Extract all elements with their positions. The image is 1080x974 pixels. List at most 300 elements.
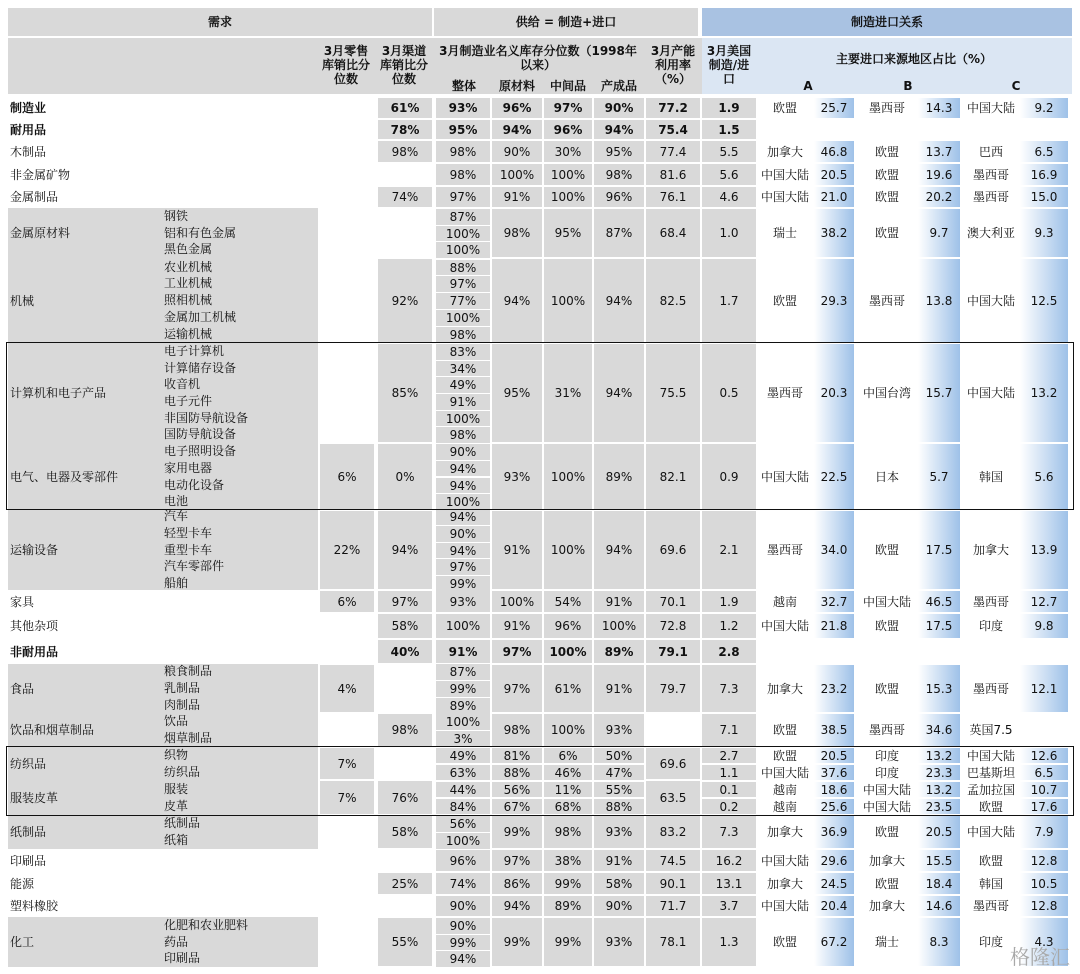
- cell-share-bp: 19.6: [925, 167, 953, 182]
- row-name: 食品: [10, 681, 35, 696]
- sub-total-value: 100%: [445, 310, 481, 325]
- cell-us: 5.5: [719, 144, 739, 159]
- cell-share-ap: 21.0: [820, 190, 848, 204]
- cell-mid: 38%: [554, 853, 582, 868]
- row-name: 金属制品: [10, 190, 59, 204]
- cell-c2: 孟加拉国: [966, 782, 1015, 797]
- cell-share-ap: 29.6: [820, 853, 848, 868]
- cell-source-b: 瑞士: [874, 935, 899, 949]
- highlight-frame-textiles: [6, 746, 1074, 816]
- cell-ap2: 20.5: [820, 748, 848, 763]
- cell-channel: 76%: [391, 790, 419, 805]
- cell-raw: 99%: [503, 935, 531, 949]
- sub-item-name: 轻型卡车: [164, 525, 213, 540]
- cell-us: 4.6: [719, 190, 739, 204]
- sub-item-name: 家用电器: [164, 460, 213, 475]
- cell-source-b: 欧盟: [874, 190, 899, 204]
- cell-mid2: 11%: [554, 782, 582, 797]
- sub-total-value: 94%: [449, 510, 477, 525]
- sub-item-name: 船舶: [164, 576, 189, 591]
- sub-item-name: 药品: [164, 934, 189, 949]
- cell-a2: 中国大陆: [760, 765, 809, 780]
- cell-channel: 74%: [391, 190, 419, 204]
- cell-raw: 98%: [503, 226, 531, 240]
- cell-us: 1.9: [718, 101, 740, 115]
- cell-raw: 97%: [502, 644, 532, 659]
- cell-mid: 97%: [553, 101, 583, 115]
- cell-share-bp: 13.7: [925, 144, 953, 159]
- sub-total-value: 49%: [449, 378, 477, 393]
- cell-source-a: 欧盟: [772, 935, 797, 949]
- cell-channel: 55%: [391, 935, 419, 949]
- cell-source-b: 欧盟: [874, 619, 899, 633]
- sub-total-value: 94%: [449, 952, 477, 967]
- cell-total: 95%: [448, 122, 478, 137]
- cell-share-cp: 13.9: [1030, 543, 1058, 557]
- cell-cap: 82.5: [659, 293, 687, 308]
- cell-b2: 中国大陆: [862, 799, 911, 814]
- cell-c2: 欧盟: [978, 799, 1003, 814]
- cell-fin2: 47%: [605, 765, 633, 780]
- cell-fin: 94%: [605, 386, 633, 400]
- sub-item-name: 粮食制品: [164, 664, 213, 679]
- cell-source-c: 韩国: [978, 876, 1003, 891]
- cell-total: 93%: [448, 101, 478, 115]
- cell-raw2: 88%: [503, 765, 531, 780]
- cell-retail: 7%: [337, 756, 357, 771]
- cell-mid: 100%: [550, 167, 586, 182]
- cell-source-c: 墨西哥: [972, 190, 1009, 204]
- sub-total-value: 91%: [449, 395, 477, 409]
- cell-source-c: 澳大利亚: [966, 226, 1015, 240]
- cell-source-b: 欧盟: [874, 543, 899, 557]
- cell-c2: 中国大陆: [966, 748, 1015, 763]
- cell-cap: 77.2: [658, 101, 688, 115]
- cell-channel: 92%: [391, 293, 419, 308]
- cell-raw: 100%: [499, 594, 535, 609]
- cell-source-a: 加拿大: [766, 825, 803, 839]
- sub-item-name: 烟草制品: [164, 731, 213, 745]
- sub-item-name: 纺织品: [164, 764, 201, 779]
- cell-c2: 巴基斯坦: [966, 765, 1015, 780]
- cell-cap: 71.7: [659, 899, 687, 913]
- cell-share-bp: 17.5: [925, 619, 953, 633]
- row-name: 服装皮革: [10, 790, 59, 805]
- cell-share-bp: 8.3: [929, 935, 949, 949]
- cell-fin: 95%: [605, 144, 633, 159]
- cell-share-ap: 22.5: [820, 469, 848, 484]
- row-name: 非金属矿物: [10, 167, 71, 182]
- cell-share-cp: 12.8: [1030, 899, 1058, 913]
- subheader-fin: 产成品: [600, 79, 637, 93]
- cell-channel: 85%: [391, 386, 419, 400]
- cell-source-c: 印度: [978, 619, 1003, 633]
- cell-us: 16.2: [715, 853, 743, 868]
- subheader-inventory: 3月制造业名义库存分位数（1998年 以来）: [439, 44, 637, 72]
- cell-source-b: 加拿大: [868, 899, 905, 913]
- cell-share-cp: 4.3: [1034, 935, 1054, 949]
- cell-us: 7.1: [719, 723, 739, 737]
- sub-item-name: 汽车: [164, 509, 189, 524]
- cell-raw2: 56%: [503, 782, 531, 797]
- cell-channel: 0%: [395, 469, 415, 484]
- cell-fin: 90%: [605, 899, 633, 913]
- cell-raw: 93%: [503, 469, 531, 484]
- cell-channel: 58%: [391, 825, 419, 839]
- cell-mid: 61%: [554, 681, 582, 696]
- cell-mid: 100%: [550, 723, 586, 737]
- cell-source-b: 日本: [874, 469, 899, 484]
- cell-fin: 89%: [605, 469, 633, 484]
- cell-raw: 100%: [499, 167, 535, 182]
- cell-source-a: 欧盟: [772, 293, 797, 308]
- cell-cap: 75.4: [658, 122, 688, 137]
- cell-b2: 中国大陆: [862, 782, 911, 797]
- cell-fin: 91%: [605, 594, 633, 609]
- cell-source-a: 中国大陆: [760, 190, 809, 204]
- cell-total: 96%: [449, 853, 477, 868]
- sub-total-value: 99%: [449, 935, 477, 950]
- cell-share-ap: 29.3: [820, 293, 848, 308]
- subheader-col-a: A: [803, 79, 813, 93]
- subheader-capacity: 3月产能 利用率 （%）: [650, 44, 696, 86]
- cell-cap: 74.5: [659, 853, 687, 868]
- sub-total-value: 90%: [449, 445, 477, 460]
- cell-mid2: 68%: [554, 799, 582, 814]
- cell-share-bp: 18.4: [925, 876, 953, 891]
- cell-share-ap: 38.2: [820, 226, 848, 240]
- cell-share-bp: 5.7: [929, 469, 949, 484]
- sub-item-name: 电子照明设备: [164, 444, 237, 459]
- sub-item-name: 汽车零部件: [164, 559, 225, 574]
- sub-total-value: 98%: [449, 428, 477, 443]
- sub-item-name: 非国防导航设备: [164, 410, 249, 425]
- sub-total-value: 97%: [449, 560, 477, 575]
- sub-total-value: 34%: [449, 361, 477, 376]
- cell-share-cp: 15.0: [1030, 190, 1058, 204]
- cell-cap: 69.6: [659, 756, 687, 771]
- header-supply: 供给 = 制造+进口: [515, 15, 617, 29]
- cell-share-cp: 9.2: [1034, 101, 1054, 115]
- cell-share-ap: 20.3: [820, 386, 848, 400]
- cell-share-cp: 7.9: [1034, 825, 1054, 839]
- cell-ap2: 18.6: [820, 782, 848, 797]
- row-name: 耐用品: [10, 122, 47, 137]
- cell-share-cp: 12.5: [1030, 293, 1058, 308]
- row-name: 制造业: [10, 101, 47, 115]
- cell-raw: 97%: [503, 853, 531, 868]
- cell-source-a: 墨西哥: [766, 386, 803, 400]
- cell-source-a: 加拿大: [766, 876, 803, 891]
- cell-channel: 98%: [391, 144, 419, 159]
- sub-total-value: 94%: [449, 461, 477, 476]
- cell-fin2: 55%: [605, 782, 633, 797]
- cell-source-b: 中国大陆: [862, 594, 911, 609]
- cell-source-b: 墨西哥: [868, 293, 905, 308]
- cell-us: 1.5: [718, 122, 740, 137]
- cell-share-bp: 17.5: [925, 543, 953, 557]
- cell-total: 98%: [449, 144, 477, 159]
- cell-share-ap: 25.7: [820, 101, 848, 115]
- cell-source-c: 墨西哥: [972, 681, 1009, 696]
- cell-share-ap: 32.7: [820, 594, 848, 609]
- cell-mid: 96%: [554, 619, 582, 633]
- cell-raw2: 67%: [503, 799, 531, 814]
- cell-cap: 79.1: [658, 644, 688, 659]
- cell-mid: 99%: [554, 876, 582, 891]
- row-name: 金属原材料: [10, 226, 71, 240]
- cell-share-ap: 67.2: [820, 935, 848, 949]
- cell-raw: 91%: [503, 190, 531, 204]
- cell-raw: 86%: [503, 876, 531, 891]
- cell-b2: 印度: [874, 765, 899, 780]
- sub-item-name: 纸制品: [164, 816, 201, 831]
- watermark: 格隆汇: [1010, 945, 1070, 969]
- sub-item-name: 织物: [164, 747, 189, 762]
- sub-item-name: 计算储存设备: [164, 360, 237, 375]
- cell-source-c: 墨西哥: [972, 167, 1009, 182]
- sub-total-value: 89%: [449, 698, 477, 713]
- cell-us: 1.2: [719, 619, 739, 633]
- row-name: 能源: [10, 876, 35, 891]
- cell-source-a: 中国大陆: [760, 469, 809, 484]
- cell-source-c: 中国大陆: [966, 101, 1015, 115]
- cell-cap: 75.5: [659, 386, 687, 400]
- cell-us: 1.3: [719, 935, 739, 949]
- cell-share-bp: 13.8: [925, 293, 953, 308]
- cell-cap: 78.1: [659, 935, 687, 949]
- subheader-raw: 原材料: [498, 79, 535, 93]
- cell-total: 93%: [449, 594, 477, 609]
- cell-cp2: 17.6: [1030, 799, 1058, 814]
- sub-item-name: 印刷品: [164, 951, 201, 966]
- cell-source-b: 加拿大: [868, 853, 905, 868]
- highlight-frame-electronics: [6, 342, 1074, 510]
- cell-total: 97%: [449, 190, 477, 204]
- cell-channel: 97%: [391, 594, 419, 609]
- subheader-usratio: 3月美国 制造/进 口: [706, 44, 752, 86]
- row-name: 纺织品: [10, 756, 47, 771]
- sub-total-value: 99%: [449, 682, 477, 697]
- cell-source-b: 墨西哥: [868, 723, 905, 737]
- cell-source-c: 韩国: [978, 469, 1003, 484]
- cell-share-ap: 46.8: [820, 144, 848, 159]
- row-name: 其他杂项: [10, 619, 59, 633]
- sub-total-value: 94%: [449, 543, 477, 558]
- cell-fin: 90%: [604, 101, 634, 115]
- cell-source-c: 墨西哥: [972, 899, 1009, 913]
- cell-share-bp: 20.5: [925, 825, 953, 839]
- cell-channel: 61%: [390, 101, 420, 115]
- cell-share-cp: 13.2: [1030, 386, 1058, 400]
- cell-mid: 100%: [550, 543, 586, 557]
- cell-share-cp: 16.9: [1030, 167, 1058, 182]
- cell-source-c: 墨西哥: [972, 594, 1009, 609]
- cell-fin: 96%: [605, 190, 633, 204]
- sub-total-value: 77%: [449, 294, 477, 309]
- cell-us: 0.5: [719, 386, 739, 400]
- row-name: 计算机和电子产品: [10, 386, 107, 400]
- cell-mid: 95%: [554, 226, 582, 240]
- header-relation: 制造进口关系: [850, 15, 923, 29]
- cell-mid: 100%: [550, 190, 586, 204]
- sub-total-value: 87%: [449, 209, 477, 224]
- cell-bp2: 13.2: [925, 748, 953, 763]
- cell-a2: 欧盟: [772, 748, 797, 763]
- cell-source-a: 墨西哥: [766, 543, 803, 557]
- sub-total-value: 3%: [453, 732, 473, 746]
- sub-total-value: 84%: [449, 799, 477, 814]
- cell-total: 90%: [449, 899, 477, 913]
- cell-fin: 91%: [605, 681, 633, 696]
- sub-item-name: 饮品: [164, 714, 189, 729]
- row-name: 木制品: [10, 144, 47, 159]
- cell-mid2: 6%: [558, 748, 578, 763]
- sub-item-name: 化肥和农业肥料: [164, 917, 249, 932]
- cell-source-b: 欧盟: [874, 681, 899, 696]
- cell-channel: 94%: [391, 543, 419, 557]
- cell-us: 0.9: [719, 469, 739, 484]
- cell-ap2: 25.6: [820, 799, 848, 814]
- cell-retail: 7%: [337, 790, 357, 805]
- row-name: 化工: [10, 935, 35, 949]
- cell-raw: 99%: [503, 825, 531, 839]
- cell-source-c: 印度: [978, 935, 1003, 949]
- cell-mid2: 46%: [554, 765, 582, 780]
- sub-item-name: 电池: [164, 494, 189, 509]
- cell-share-bp: 15.7: [925, 386, 953, 400]
- cell-source-a: 加拿大: [766, 144, 803, 159]
- row-name: 机械: [10, 293, 35, 308]
- sub-item-name: 服装: [164, 781, 189, 796]
- cell-channel: 78%: [390, 122, 420, 137]
- cell-source-c: 巴西: [978, 144, 1003, 159]
- cell-us2: 0.2: [719, 799, 739, 814]
- sub-item-name: 收音机: [164, 377, 201, 392]
- sub-item-name: 电子元件: [164, 394, 213, 408]
- cell-mid: 31%: [554, 386, 582, 400]
- cell-retail: 4%: [337, 681, 357, 696]
- cell-retail: 6%: [337, 594, 357, 609]
- cell-share-bp: 14.6: [925, 899, 953, 913]
- cell-share-bp: 34.6: [925, 723, 953, 737]
- sub-total-value: 100%: [445, 834, 481, 848]
- cell-raw: 91%: [503, 543, 531, 557]
- sub-total-value: 83%: [449, 344, 477, 359]
- cell-share-cp: 5.6: [1034, 469, 1054, 484]
- cell-share-cp: 12.8: [1030, 853, 1058, 868]
- cell-us: 7.3: [719, 825, 739, 839]
- cell-raw: 98%: [503, 723, 531, 737]
- cell-share-bp: 15.3: [925, 681, 953, 696]
- sub-item-name: 重型卡车: [164, 542, 213, 557]
- sub-item-name: 照相机械: [164, 293, 213, 308]
- cell-fin2: 50%: [605, 748, 633, 763]
- cell-raw: 96%: [502, 101, 532, 115]
- row-name: 非耐用品: [10, 644, 59, 659]
- subheader-source: 主要进口来源地区占比（%）: [835, 52, 993, 66]
- cell-source-a: 加拿大: [766, 681, 803, 696]
- cell-raw: 91%: [503, 619, 531, 633]
- sub-item-name: 工业机械: [164, 276, 213, 291]
- cell-channel: 40%: [390, 644, 420, 659]
- cell-share-bp: 46.5: [925, 594, 953, 609]
- cell-cap: 83.2: [659, 825, 687, 839]
- cell-fin: 93%: [605, 723, 633, 737]
- cell-fin: 93%: [605, 935, 633, 949]
- cell-cap: 76.1: [659, 190, 687, 204]
- cell-a2: 越南: [772, 799, 797, 814]
- subheader-channel: 3月渠道 库销比分 位数: [379, 44, 428, 86]
- cell-cap: 79.7: [659, 681, 687, 696]
- cell-share-cp: 6.5: [1034, 144, 1054, 159]
- sub-item-name: 农业机械: [164, 259, 213, 274]
- cell-share-cp: 9.8: [1034, 619, 1054, 633]
- cell-total: 98%: [449, 167, 477, 182]
- cell-raw: 94%: [502, 122, 532, 137]
- row-name: 运输设备: [10, 543, 59, 557]
- cell-fin: 94%: [604, 122, 634, 137]
- cell-raw: 94%: [503, 293, 531, 308]
- subheader-total: 整体: [451, 79, 476, 93]
- cell-ap2: 37.6: [820, 765, 848, 780]
- cell-bp2: 23.5: [925, 799, 953, 814]
- row-name: 电气、电器及零部件: [10, 469, 119, 484]
- cell-fin: 89%: [604, 644, 634, 659]
- cell-retail: 22%: [333, 543, 361, 557]
- cell-share-ap: 23.2: [820, 681, 848, 696]
- cell-share-ap: 20.5: [820, 167, 848, 182]
- cell-mid: 30%: [554, 144, 582, 159]
- cell-bp2: 13.2: [925, 782, 953, 797]
- subheader-col-b: B: [903, 79, 913, 93]
- cell-source-a: 中国大陆: [760, 899, 809, 913]
- cell-us: 1.9: [719, 594, 739, 609]
- sub-item-name: 电子计算机: [164, 343, 225, 358]
- sub-item-name: 黑色金属: [164, 242, 213, 257]
- sub-total-value: 100%: [445, 411, 481, 426]
- sub-total-value: 90%: [449, 918, 477, 933]
- subheader-retail: 3月零售 库销比分 位数: [321, 44, 370, 86]
- cell-raw2: 81%: [503, 748, 531, 763]
- sub-total-value: 100%: [445, 715, 481, 730]
- cell-fin: 58%: [605, 876, 633, 891]
- cell-share-bp: 9.7: [929, 226, 949, 240]
- sub-total-value: 97%: [449, 277, 477, 292]
- cell-total: 74%: [449, 876, 477, 891]
- sub-total-value: 100%: [445, 243, 481, 258]
- cell-us: 1.0: [719, 226, 739, 240]
- cell-us2: 1.1: [719, 765, 739, 780]
- cell-total: 91%: [448, 644, 478, 659]
- cell-source-b: 欧盟: [874, 226, 899, 240]
- cell-source-c: 中国大陆: [966, 293, 1015, 308]
- sub-total-value: 98%: [449, 327, 477, 342]
- cell-a2: 越南: [772, 782, 797, 797]
- sub-item-name: 电动化设备: [164, 477, 225, 492]
- sub-total-value: 56%: [449, 817, 477, 832]
- row-name: 印刷品: [10, 853, 47, 868]
- cell-fin: 93%: [605, 825, 633, 839]
- cell-source-c: 英国7.5: [969, 723, 1013, 737]
- sub-item-name: 金属加工机械: [164, 309, 237, 324]
- cell-fin: 98%: [605, 167, 633, 182]
- cell-fin: 100%: [601, 619, 637, 633]
- sub-total-value: 49%: [449, 748, 477, 763]
- cell-cap: 82.1: [659, 469, 687, 484]
- sub-total-value: 44%: [449, 782, 477, 797]
- cell-us: 7.3: [719, 681, 739, 696]
